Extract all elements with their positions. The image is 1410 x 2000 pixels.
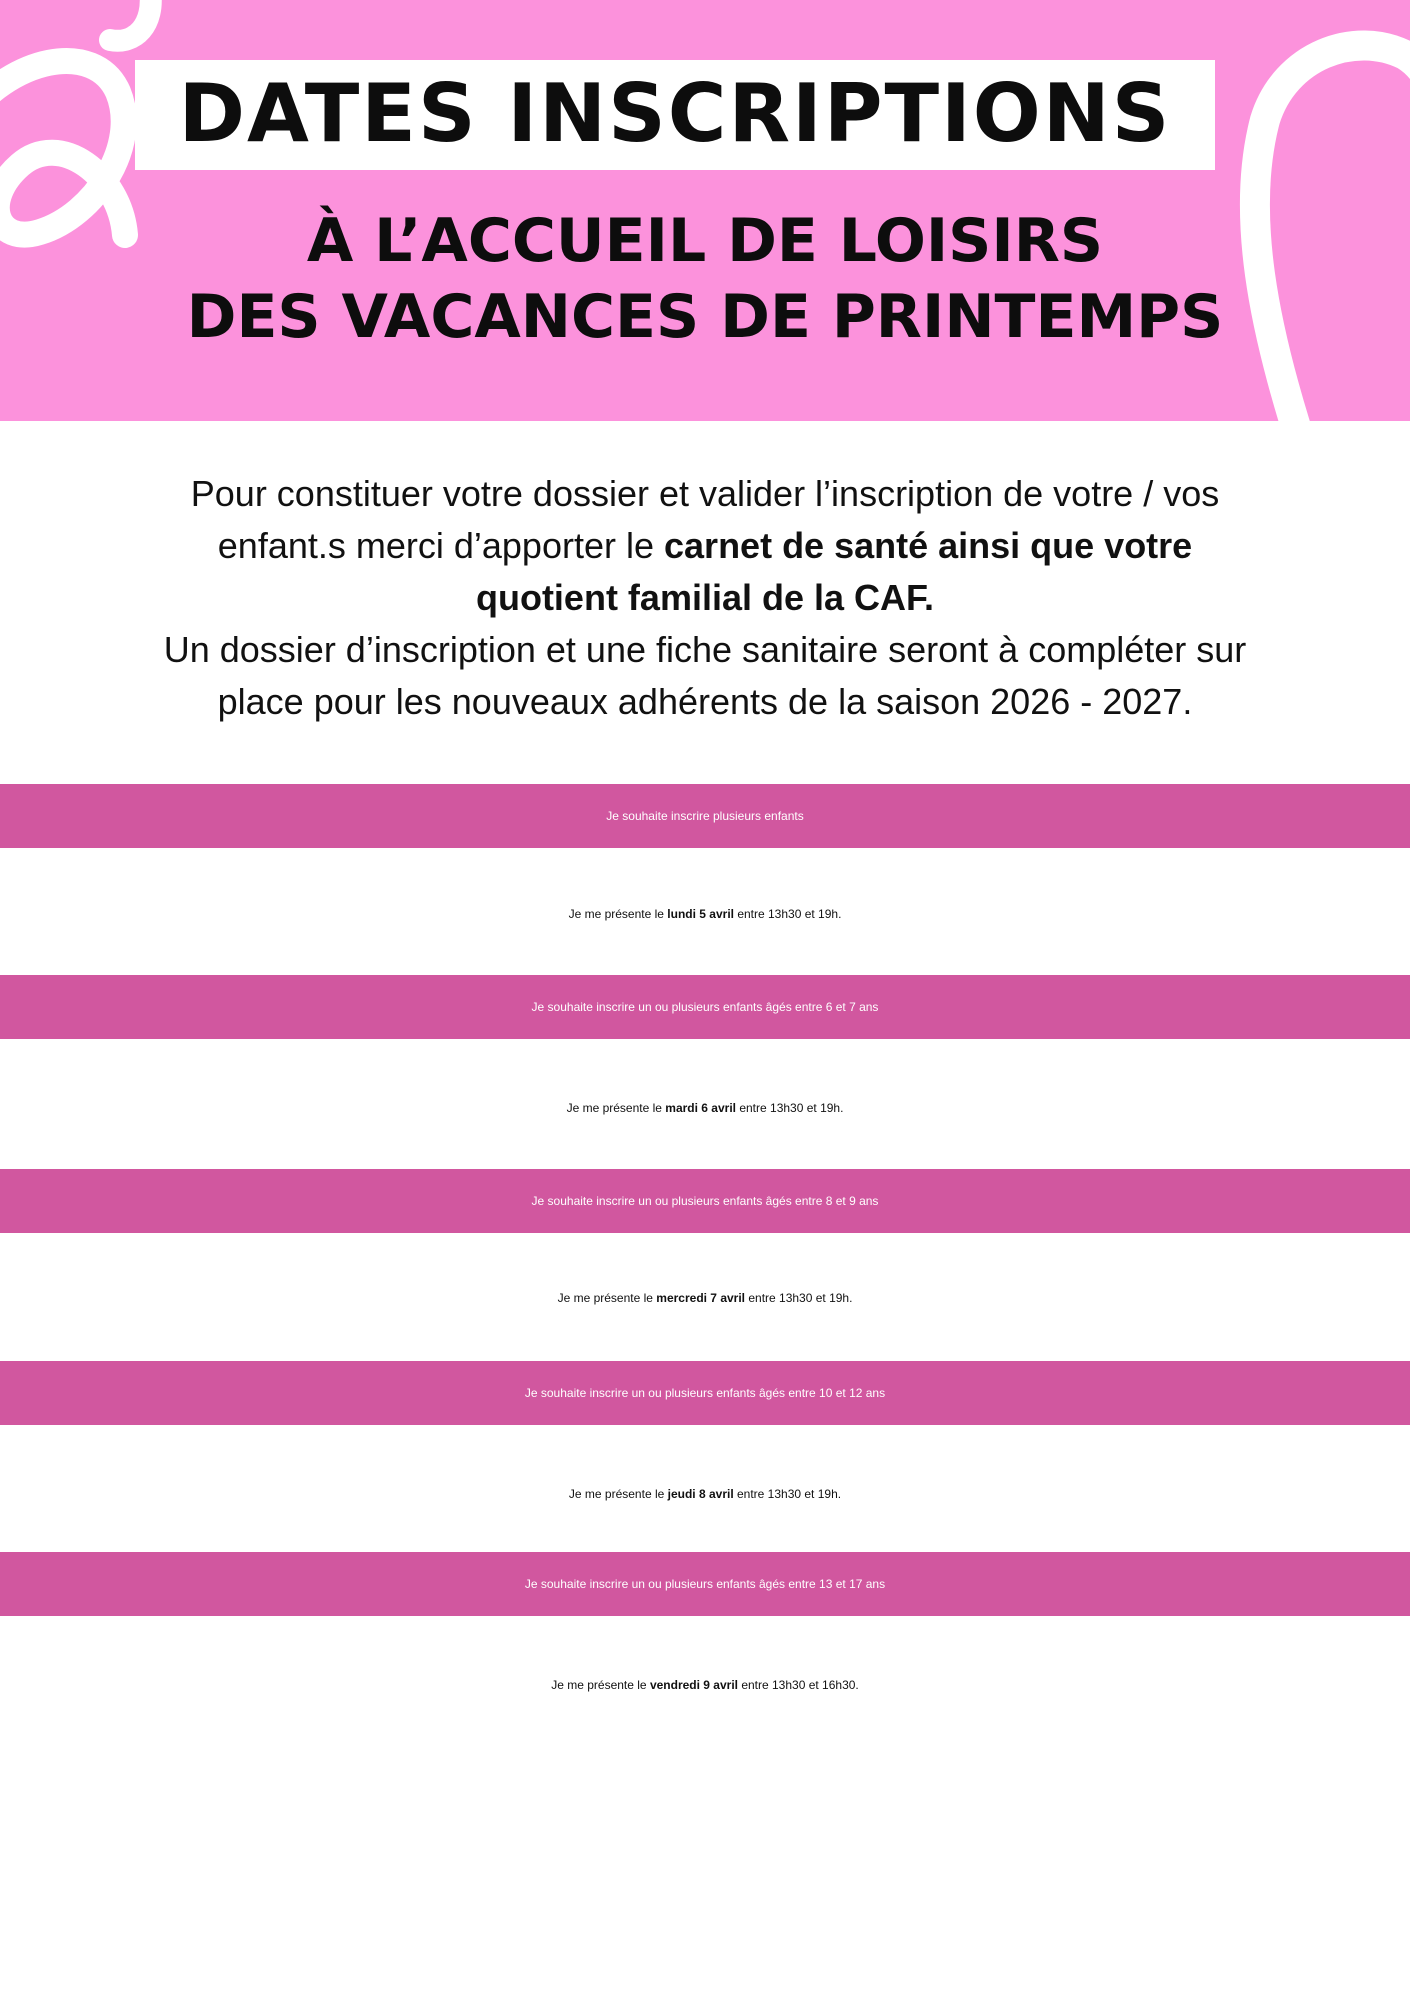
intro-line-4: Un dossier d’inscription et une fiche sanitaire seront à compléter sur bbox=[163, 629, 1247, 670]
intro-line-5: place pour les nouveaux adhérents de la saison 2026 - 2027. bbox=[217, 681, 1193, 722]
slot-day: lundi 5 avril bbox=[667, 907, 734, 921]
intro-line-1: Pour constituer votre dossier et valider l’inscription de votre / vos bbox=[190, 473, 1220, 514]
session-slot-1 bbox=[0, 892, 1410, 936]
header bbox=[0, 0, 1410, 421]
slot-day: vendredi 9 avril bbox=[649, 1678, 738, 1692]
session-heading-4: Je souhaite inscrire un ou plusieurs enfants âgés entre 10 et 12 ans bbox=[0, 1361, 1410, 1425]
session-heading-3: Je souhaite inscrire un ou plusieurs enfants âgés entre 8 et 9 ans bbox=[0, 1169, 1410, 1233]
subtitle-line-2: DES VACANCES DE PRINTEMPS bbox=[186, 282, 1224, 352]
slot-suffix: entre 13h30 et 19h. bbox=[736, 1101, 844, 1115]
slot-suffix: entre 13h30 et 19h. bbox=[733, 1487, 842, 1501]
slot-prefix: Je me présente le bbox=[568, 907, 668, 921]
session-slot-5 bbox=[0, 1663, 1410, 1707]
slot-suffix: entre 13h30 et 19h. bbox=[733, 907, 842, 921]
slot-prefix: Je me présente le bbox=[566, 1101, 666, 1115]
slot-suffix: entre 13h30 et 16h30. bbox=[737, 1678, 859, 1692]
session-slot-3 bbox=[0, 1276, 1410, 1320]
slot-day: jeudi 8 avril bbox=[667, 1487, 734, 1501]
subtitle-line-1: À L’ACCUEIL DE LOISIRS bbox=[306, 206, 1104, 276]
slot-prefix: Je me présente le bbox=[557, 1291, 657, 1305]
slot-day: mardi 6 avril bbox=[665, 1101, 736, 1115]
slot-prefix: Je me présente le bbox=[551, 1678, 650, 1692]
session-slot-2 bbox=[0, 1086, 1410, 1130]
intro-line-2-start: enfant.s merci d’apporter le bbox=[217, 525, 665, 566]
slot-suffix: entre 13h30 et 19h. bbox=[745, 1291, 853, 1305]
page-subtitle bbox=[100, 203, 1310, 355]
session-heading-1: Je souhaite inscrire plusieurs enfants bbox=[0, 784, 1410, 848]
session-heading-2: Je souhaite inscrire un ou plusieurs enfants âgés entre 6 et 7 ans bbox=[0, 975, 1410, 1039]
session-heading-5: Je souhaite inscrire un ou plusieurs enfants âgés entre 13 et 17 ans bbox=[0, 1552, 1410, 1616]
intro-line-2-bold: carnet de santé ainsi que votre bbox=[664, 525, 1193, 566]
page-title: DATES INSCRIPTIONS bbox=[178, 67, 1172, 160]
slot-day: mercredi 7 avril bbox=[656, 1291, 746, 1305]
slot-prefix: Je me présente le bbox=[568, 1487, 668, 1501]
session-slot-4 bbox=[0, 1472, 1410, 1516]
intro-paragraph bbox=[60, 468, 1350, 728]
intro-line-3-bold: quotient familial de la CAF. bbox=[475, 577, 935, 618]
